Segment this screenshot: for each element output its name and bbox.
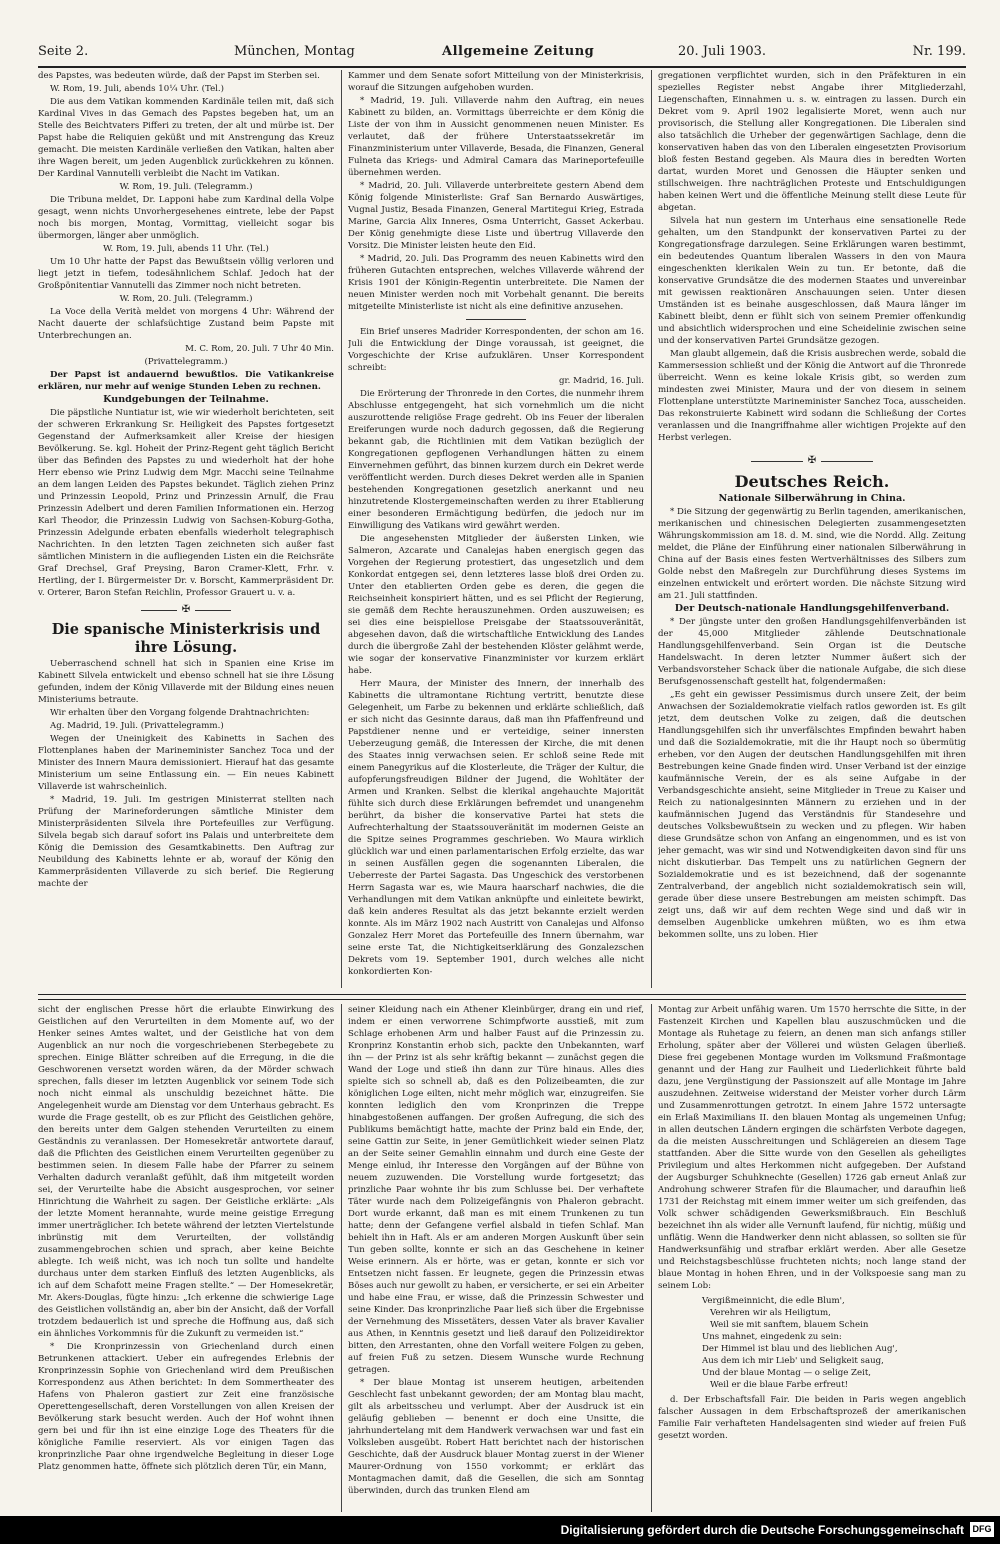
dateline: W. Rom, 19. Juli. (Telegramm.): [119, 182, 253, 192]
dateline: gr. Madrid, 16. Juli.: [559, 376, 644, 386]
page-header: [38, 36, 966, 68]
ornament-divider: ✠: [38, 605, 334, 615]
paragraph: * Madrid, 19. Juli. Villaverde nahm den Auftrag, ein neues Kabinett zu bilden, an. Vormittags überreichte er dem König die Liste der von ihm in Aussicht genommenen neuen Minister. Es verlautet, daß der frühere Unterstaatssekretär im Finanzministerium unter Villaverde, Besada, die Finanzen, General Fulneta das Kriegs- und Admiral Camara das Marineportefeuille übernehmen werden.: [348, 96, 644, 178]
poem: [702, 1295, 966, 1391]
subheading: Der Deutsch-nationale Handlungsgehilfenverband.: [674, 603, 950, 614]
paragraph: d. Der Erbschaftsfall Fair. Die beiden in Paris wegen angeblich falscher Aussagen in dem Erbschaftsprozeß der amerikanischen Familie Fair verhafteten Handelsagenten sind wieder auf freien Fuß gesetzt worden.: [658, 1395, 966, 1441]
paragraph: des Papstes, was bedeuten würde, daß der Papst im Sterben sei.: [38, 71, 320, 81]
funding-notice: Digitalisierung gefördert durch die Deutsche Forschungsgemeinschaft: [560, 1523, 964, 1537]
paragraph: * Die Sitzung der gegenwärtig zu Berlin tagenden, amerikanischen, merikanischen und chinesischen Delegierten zusammengesetzten Währungskommission am 18. d. M. sind, wie die Nordd. Allg. Zeitung meldet, die Pläne der Einführung einer nationalen Silberwährung in China auf der Basis eines festen Wertverhältnisses des Silbers zum Golde nebst den Maßregeln zur Durchführung dieses Systems im einzelnen entwickelt und erörtert worden. Die nächste Sitzung wird am 21. Juli stattfinden.: [658, 507, 966, 601]
paragraph: „Es geht ein gewisser Pessimismus durch unsere Zeit, der beim Anwachsen der Sozialdemokratie vielfach ratlos geworden ist. Es gilt jetzt, dem deutschen Volke zu zeigen, daß die deutschen Handlungsgehilfen sich ihr unverfälschtes Empfinden bewahrt haben und daß die Sozialdemokratie, mit die ihr Haupt noch so übermütig erheben, vor den Augen der deutschen Handlungsgehilfen mit ihren Bestrebungen keine Gnade finden wird. Unser Verband ist der einzige kaufmännische Verein, der es als seine Aufgabe in der Verbandsgeschichte ansieht, seine Mitglieder in Treue zu Kaiser und Reich zu nationalgesinnten Männern zu erziehen und in der kaufmännischen Jugend das Verständnis für Standesehre und deutsches Volksbewußtsein zu wecken und zu pflegen. Wir haben diese Grundsätze schon von Anfang an eingenommen, und es ist von jeher gemacht, was wir sind und Notwendigkeiten davon sind für uns nicht diskutierbar. Das Tempelt uns zu natürlichen Gegnern der Sozialdemokratie und es ist bezeichnend, daß der sogenannte Zentralverband, der angeblich nicht sozialdemokratisch sein will, gerade über diese unsere Bestrebungen am meisten schimpft. Das zeigt uns, daß wir auf dem rechten Wege sind und daß wir in demselben Augenblicke umkehren müßten, wo es ihm etwa bekommen sollte, uns zu loben. Hier: [658, 690, 966, 940]
paragraph: Montag zur Arbeit unfähig waren. Um 1570 herrschte die Sitte, in der Fastenzeit Kirchen und Kapellen blau auszuschmücken und die Montage als Ruhetage zu feiern, an denen man sich anfangs stiller Erholung, später aber der Völlerei und wüsten Gelagen überließ. Diese frei gegebenen Montage wurden im Volksmund Fraßmontage genannt und der Hang zur Faulheit und Liederlichkeit führte bald dazu, jene Vergünstigung der Passionszeit auf alle Montage im Jahre auszudehnen. Zeitweise widerstand der Meister vorher durch Lärm und Zusammenrottungen getrotzt. In einem Jahre 1572 untersagte ein Erlaß Maximilians II. den blauen Montag als ungemeinen Unfug; in allen deutschen Ländern ergingen die schärfsten Verbote dagegen, da die meisten Ausschreitungen und Schlägereien an diesem Tage stattfanden. Aber die Sitte wurde von den Gesellen als geheiligtes Privilegium und altes Herkommen nicht aufgegeben. Der Aufstand der Augsburger Schuhknechte (Gesellen) 1726 gab erneut Anlaß zur Androhung schwerer Strafen für die Blaumacher, und daraufhin ließ 1731 der Reichstag mit einem immer weiter um sich greifenden, das Volk schwer schädigenden Gewerksmißbrauch. Ein Beschluß bezeichnet ihn als wider alle Vernunft laufend, für nichtig, müßig und unflätig. Wenn die Handwerker denn nicht ablassen, so sollten sie für Handwerksunfähig und strafbar erklärt werden. Aber alle Gesetze und Reichstagsbeschlüsse fruchteten nichts; noch lange stand der blaue Montag in hohen Ehren, und in der Volkspoesie sang man zu seinem Lob:: [658, 1005, 966, 1291]
column-rule: [341, 1004, 342, 1512]
subheading: Nationale Silberwährung in China.: [718, 493, 906, 504]
paragraph: Um 10 Uhr hatte der Papst das Bewußtsein völlig verloren und liegt jetzt in tiefem, todesähnlichem Schlaf. Jedoch hat der Großpönitentiar Vannutelli das Zimmer noch nicht betreten.: [38, 257, 334, 291]
page-number: Seite 2.: [38, 44, 89, 59]
digitization-footer: [0, 1516, 1000, 1544]
paragraph: Ueberraschend schnell hat sich in Spanien eine Krise im Kabinett Silvela entwickelt und ebenso schnell hat sie ihre Lösung gefunden, indem der König Villaverde mit der Bildung eines neuen Ministeriums betraute.: [38, 659, 334, 705]
poem-line: Weil sie mit sanftem, blauem Schein: [710, 1320, 869, 1330]
feuilleton-divider: [38, 994, 966, 1000]
poem-line: Aus dem ich mir Lieb' und Seligkeit saug,: [702, 1356, 884, 1366]
column-3: [658, 70, 966, 988]
paragraph: seiner Kleidung nach ein Athener Kleinbürger, drang ein und rief, indem er einen verworrene Schimpfworte ausstieß, mit zum Schlage erhobenen Arm und halber Faust auf die Prinzessin zu. Kronprinz Konstantin erhob sich, packte den Unbekannten, warf ihn — der Prinz ist als sehr kräftig bekannt — zunächst gegen die Wand der Loge und stieß ihn dann zur Türe hinaus. Alles dies spielte sich so schnell ab, daß es den Polizeibeamten, die zur königlichen Loge eilten, nicht mehr möglich war, einzugreifen. Sie konnten lediglich den vom Kronprinzen die Treppe hinabgestoßenen auffangen. Der großen Aufregung, die sich des Publikums bemächtigt hatte, machte der Prinz bald ein Ende, der, seine Gattin zur Seite, in jener Gemütlichkeit wieder seinen Platz an der Seite seiner Gemahlin einnahm und durch eine Geste der Menge einlud, ihr Interesse den Vorgängen auf der Bühne von neuem zuzuwenden. Die Vorstellung wurde fortgesetzt; das prinzliche Paar wohnte ihr bis zum Schlusse bei. Der verhaftete Täter wurde nach dem Polizeigefängnis von Phaleron gebracht. Dort wurde erkannt, daß man es mit einem Trunkenen zu tun hatte; denn der Gefangene verfiel alsbald in tiefen Schlaf. Man behielt ihn in Haft. Als er am anderen Morgen Auskunft über sein Tun geben sollte, konnte er sich an das Geschehene in keiner Weise erinnern. Als er hörte, was er getan, konnte er sich vor Entsetzen nicht fassen. Er leugnete, gegen die Prinzessin etwas Böses auch nur gewollt zu haben, er versicherte, er sei ein Arbeiter und habe eine Frau, er wisse, daß die Prinzessin Schwester und seine Kinder. Das kronprinzliche Paar ließ sich über die Ergebnisse der Vernehmung des Missetäters, dessen Vater als braver Kavalier aus Athen, in Kenntnis gesetzt und ließ darauf den Polizeidirektor bitten, den Arrestanten, ohne den Vorfall weitere Folgen zu geben, auf freien Fuß zu setzen. Diesem Wunsche wurde Rechnung getragen.: [348, 1005, 644, 1375]
paragraph: * Der jüngste unter den großen Handlungsgehilfenverbänden ist der 45,000 Mitglieder zählende Deutschnationale Handlungsgehilfenverband. Sein Organ ist die Deutsche Handelswacht. In deren letzter Nummer äußert sich der Verbandsvorsteher Schack über die nationale Aufgabe, die sich diese Berufsgenossenschaft gestellt hat, folgendermaßen:: [658, 617, 966, 687]
poem-line: Weil er die blaue Farbe erfreut!: [710, 1380, 849, 1390]
paragraph: Die Tribuna meldet, Dr. Lapponi habe zum Kardinal della Volpe gesagt, wenn nichts Unvorhergesehenes eintrete, lebe der Papst noch bis morgen, Montag, Vormittag, vielleicht sogar bis übermorgen, länger aber unmöglich.: [38, 195, 334, 241]
poem-line: Uns mahnet, eingedenk zu sein:: [702, 1332, 842, 1342]
poem-line: Verehren wir als Heiligtum,: [710, 1308, 831, 1318]
paragraph: Die angesehensten Mitglieder der äußersten Linken, wie Salmeron, Azcarate und Canalejas haben energisch gegen das Vorgehen der Regierung protestiert, das ungesetzlich und dem Konkordat entgegen sei, denn letzteres lasse bloß drei Orden zu. Unter den etablierten Orden gebe es deren, die gegen die Reichseinheit konspiriert hätten, und es sei Pflicht der Regierung, sie gemäß dem Rechte herauszunehmen. Orden auszuweisen; es sei dies eine beispiellose Preisgabe der Staatssouveränität, abgesehen davon, daß die wirtschaftliche Entwicklung des Landes durch die übergroße Zahl der bestehenden Klöster gelähmt werde, wie sogar der konservative Finanzminister vor kurzem erklärt habe.: [348, 534, 644, 676]
paragraph: La Voce della Verità meldet von morgens 4 Uhr: Während der Nacht dauerte der schlafsüchtige Zustand beim Papste mit Unterbrechungen an.: [38, 307, 334, 341]
short-rule: [466, 319, 526, 320]
column-rule: [651, 70, 652, 988]
poem-line: Und der blaue Montag — o selige Zeit,: [702, 1368, 872, 1378]
paragraph: Ein Brief unseres Madrider Korrespondenten, der schon am 16. Juli die Entwicklung der Dinge voraussah, ist geeignet, die Vorgeschichte der Krise aufzuklären. Unser Korrespondent schreibt:: [348, 327, 644, 373]
dateline: W. Rom, 19. Juli, abends 10¼ Uhr. (Tel.): [50, 84, 225, 94]
dateline: M. C. Rom, 20. Juli. 7 Uhr 40 Min.: [185, 344, 334, 354]
paragraph: Wegen der Uneinigkeit des Kabinetts in Sachen des Flottenplanes haben der Marineminister Sanchez Toca und der Minister des Innern Maura demissioniert. Hierauf hat das gesamte Ministerium um seine Entlassung ein. — Ein neues Kabinett Villaverde ist wahrscheinlich.: [38, 734, 334, 792]
paragraph: gregationen verpflichtet wurden, sich in den Präfekturen in ein spezielles Register nebst Angabe ihrer Mitgliederzahl, Liegenschaften, Einnahmen u. s. w. eintragen zu lassen. Durch ein Dekret vom 9. April 1902 legalisierte Moret, wenn auch nur provisorisch, die Stellung aller Kongregationen. Die Liberalen sind also tatsächlich die Urheber der gegenwärtigen Sachlage, denn die konservativen haben das von den Liberalen eingesetzten Provisorium bloß festen Bestand gegeben. Als Maura dies in beredten Worten dartat, wurden Moret und Genossen die Häupter senken und stillschweigen. Ihre nachträglichen Proteste und Entschuldigungen haben keinen Wert und die öffentliche Meinung stellt diese Leute für abgetan.: [658, 71, 966, 213]
column-6: [658, 1004, 966, 1512]
column-4: [38, 1004, 334, 1512]
dateline: W. Rom, 20. Juli. (Telegramm.): [119, 294, 253, 304]
paragraph: Die päpstliche Nuntiatur ist, wie wir wiederholt berichteten, seit der schweren Erkrankung Sr. Heiligkeit des Papstes fortgesetzt Gegenstand der Aufmerksamkeit aller Kreise der hiesigen Bevölkerung. Se. kgl. Hoheit der Prinz-Regent geht täglich Bericht über das Befinden des Papstes zu und wiederholt hat der hohe Herr ebenso wie Prinz Ludwig dem Mgr. Macchi seine Teilnahme an dem langen Leiden des Papstes bekundet. Täglich ziehen Prinz und Prinzessin Leopold, Prinz und Prinzessin Arnulf, die Frau Prinzessin Adelbert und deren Familien Informationen ein. Herzog Karl Theodor, die Prinzessin Ludwig von Sachsen-Koburg-Gotha, Prinzessin Adelgunde erbaten ebenfalls wiederholt telegraphisch Nachrichten. In den letzten Tagen zeichneten sich außer fast sämtlichen Ministern in die aufliegenden Listen ein die Reichsräte Graf Drechsel, Graf Preysing, Baron Cramer-Klett, Frhr. v. Hertling, der I. Bürgermeister Dr. v. Borscht, Kammerpräsident Dr. v. Orterer, Baron Stefan Reichlin, Professor Grauert u. v. a.: [38, 408, 334, 598]
column-2: [348, 70, 644, 988]
paragraph: Herr Maura, der Minister des Innern, der innerhalb des Kabinetts die ultramontane Richtung vertritt, benutzte diese Gelegenheit, um Farbe zu bekennen und erklärte schließlich, daß er sich nicht das Gesinnte daraus, daß man ihn Pfaffenfreund und Papstdiener nenne und er verteidige, seiner innersten Ueberzeugung gemäß, die Interessen der Kirche, die mit denen des Staates innig verwachsen seien. Er schloß seine Rede mit einem Panegyrikus auf die Klosterleute, die Träger der Kultur, die aufopferungsfreudigen Bildner der Jugend, die Wohltäter der Armen und Kranken. Selbst die klerikal angehauchte Majorität fühlte sich durch diese Erklärungen befremdet und unangenehm berührt, da bisher die konservative Partei hat stets die Aufrechterhaltung der Staatssouveränität im modernen Geiste an die Spitze seines Programmes geschrieben. Wo Maura wirklich glücklich war und einen parlamentarischen Erfolg erzielte, das war in seinen Ausfällen gegen die sogenannten Liberalen, die Ueberreste der Partei Sagasta. Das Ungeschick des verstorbenen Herrn Sagasta war es, wie Maura haarscharf nachwies, die die Verhandlungen mit dem Vatikan anknüpfte und einleitete bewirkt, daß kein anderes Resultat als das jetzt bekannte erzielt werden konnte. Als im März 1902 nach Austritt von Canalejas und Alfonso Gonzalez Herr Moret das Portefeuille des Innern übernahm, war seine erste Tat, die Nichtigkeitserklärung des Gonzalezschen Dekrets vom 19. September 1901, durch welches alle nicht konkordierten Kon-: [348, 679, 644, 977]
paragraph: Die aus dem Vatikan kommenden Kardinäle teilen mit, daß sich Kardinal Vives in das Gemach des Papstes begeben hat, um an Stelle des Beichtvaters Pifferi zu treten, der alt und mürbe ist. Der Papst habe die Reliquien geküßt und mit Anstrengung das Kreuz gemacht. Die meisten Kardinäle verließen den Vatikan, halten aber ihre Wagen bereit, um jeden Augenblick zurückkehren zu können. Der Kardinal Vannutelli verbleibt die Nacht im Vatikan.: [38, 97, 334, 179]
dateline: Ag. Madrid, 19. Juli. (Privattelegramm.): [50, 721, 224, 731]
article-headline: Die spanische Ministerkrisis und ihre Lösung.: [51, 621, 321, 656]
dateline: (Privattelegramm.): [144, 357, 228, 367]
paragraph: * Die Kronprinzessin von Griechenland durch einen Betrunkenen attackiert. Ueber ein aufregendes Erlebnis der Kronprinzessin Sophie von Griechenland wird dem Preußischen Korrespondenz aus Athen berichtet: In dem Sommertheater des Hafens von Phaleron gastiert zur Zeit eine französische Operettengesellschaft, deren Vorstellungen von allen Kreisen der Bevölkerung stark besucht werden. Auch der Hof wohnt ihnen gern bei und für ihn ist eine einzige Loge des Theaters für die königliche Familie reserviert. Als vor einigen Tagen das kronprinzliche Paar ohne irgendwelche Begleitung in dieser Loge Platz genommen hatte, öffnete sich plötzlich deren Tür, ein Mann,: [38, 1342, 334, 1472]
paragraph: * Der blaue Montag ist unserem heutigen, arbeitenden Geschlecht fast unbekannt geworden; der am Montag blau macht, gilt als arbeitsscheu und verlumpt. Aber der Ausdruck ist ein geläufig geblieben — benennt er doch eine Unsitte, die jahrhundertelang mit dem Handwerk verwachsen war und fast ein Volksleben ausgeübt. Robert Hatt berichtet nach der historischen Geschichte, daß der Ausdruck blauer Montag zuerst in der Wiener Maurer-Ordnung von 1550 vorkommt; er erklärt das Montagmachen damit, daß die Gesellen, die sich am Sonntag überwinden, durch das trunken Elend am: [348, 1378, 644, 1496]
column-rule: [651, 1004, 652, 1512]
section-heading: Deutsches Reich.: [734, 472, 890, 491]
subheading: Kundgebungen der Teilnahme.: [103, 394, 269, 405]
paragraph: Man glaubt allgemein, daß die Krisis ausbrechen werde, sobald die Kammersession schließt und der König die Antwort auf die Thronrede überreicht. Wenn es keine lokale Krisis gibt, so werden zum mindesten zwei Minister, Maura und der von diesem in seinem Flottenplane unterstützte Marineminister Sanchez Toca, ausscheiden. Das rekonstruierte Kabinett wird sodann die Schließung der Cortes veranlassen und die Inangriffnahme aller wichtigen Projekte auf den Herbst verlegen.: [658, 349, 966, 443]
dfg-logo: DFG: [970, 1522, 994, 1537]
issue-date: 20. Juli 1903.: [678, 44, 767, 59]
newspaper-title: Allgemeine Zeitung: [442, 44, 595, 59]
column-1: [38, 70, 334, 988]
paragraph: * Madrid, 20. Juli. Das Programm des neuen Kabinetts wird den früheren Gutachten entsprechen, welches Villaverde während der Krisis 1901 der Königin-Regentin unterbreitete. Die Namen der neuen Minister werden noch mit Vorbehalt genannt. Die bereits mitgeteilte Ministerliste ist nicht als eine definitive anzusehen.: [348, 254, 644, 312]
ornament-divider: ✠: [658, 456, 966, 466]
newspaper-page: [38, 36, 966, 1516]
paragraph: Wir erhalten über den Vorgang folgende Drahtnachrichten:: [50, 708, 310, 718]
dateline-place: München, Montag: [234, 44, 355, 59]
column-rule: [341, 70, 342, 988]
poem-line: Der Himmel ist blau und des lieblichen Aug',: [702, 1344, 898, 1354]
poem-line: Vergißmeinnicht, die edle Blum',: [702, 1296, 845, 1306]
paragraph: Der Papst ist andauernd bewußtlos. Die Vatikankreise erklären, nur mehr auf wenige Stunden Leben zu rechnen.: [38, 370, 334, 392]
paragraph: sicht der englischen Presse hört die erlaubte Einwirkung des Geistlichen auf den Verurteilten in dem Momente auf, wo der Henker seines Amtes waltet, und der Geistliche hat von dem Augenblick an nur noch die vorgeschriebenen Sterbegebete zu sprechen. Einige Blätter schreiben auf die Erregung, in die die Geschworenen versetzt worden wären, da der Mörder schwach sprechen, falls dieser im letzten Augenblick vor seinem Tode sich noch nicht einmal als unschuldig bezeichnet hätte. Die Angelegenheit wurde am Dienstag vor dem Unterhaus gebracht. Es wurde die Frage gestellt, ob es zur Pflicht des Geistlichen gehöre, den bereits unter dem Galgen stehenden Verurteilten zu einem Geständnis zu veranlassen. Der Homesekretär antwortete darauf, daß die Pflichten des Geistlichen einem Verurteilten gegenüber zu bestimmen seien. In diesem Falle habe der Pfarrer zu seinem Verhalten dadurch veranlaßt gefühlt, daß ihm mitgeteilt worden sei, der Verurteilte habe die Absicht ausgesprochen, vor seiner Hinrichtung die Wahrheit zu sagen. Der Geistliche erklärte: „Als der letzte Moment herannahte, wurde meine geistige Erregung immer unerträglicher. Ich betete während der letzten Viertelstunde inbrünstig mit dem Verurteilten, der vollständig zusammengebrochen schien und sprach, aber keine Beichte ablegte. Ich weiß nicht, was ich noch tun sollte und handelte durchaus unter dem starken Einfluß des letzten Augenblicks, als ich auf dem Schafott meine Fragen stellte.“ — Der Homesekretär, Mr. Akers-Douglas, fügte hinzu: „Ich erkenne die schwierige Lage des Geistlichen vollständig an, aber bin der Ansicht, daß der Vorfall trotzdem bedauerlich ist und spreche die Hoffnung aus, daß sich ein ähnliches Vorkommnis für die Zukunft zu vermeiden ist.“: [38, 1005, 334, 1339]
paragraph: Die Erörterung der Thronrede in den Cortes, die nunmehr ihrem Abschlusse entgegengeht, hat sich vornehmlich um die nicht auszurottende religiöse Frage gedreht. Ob ins Feuer der liberalen Ereiferungen wurde noch dadurch gegossen, daß die Regierung bekannt gab, die Richtlinien mit dem Vatikan bezüglich der Kongregationen gepflogenen Verhandlungen hätten zu einem Einvernehmen geführt, das binnen kurzem durch ein Dekret werde veröffentlicht werden. Durch dieses Dekret werden alle in Spanien bestehenden Kongregationen gesetzlich anerkannt und neu hinzutretende Klostergemeinschaften werden zu ihrer Etablierung einer besonderen Ermächtigung bedürfen, die jedoch nur im Einwilligung des Vatikans wird gewährt werden.: [348, 389, 644, 531]
paragraph: * Madrid, 20. Juli. Villaverde unterbreitete gestern Abend dem König folgende Ministerliste: Graf San Bernardo Auswärtiges, Vugnal Justiz, Besada Finanzen, General Martitegui Krieg, Estrada Marine, Garcia Alix Inneres, Osma Unterricht, Gasset Ackerbau. Der König genehmigte diese Liste und übertrug Villaverde den Vorsitz. Die Minister leisten heute den Eid.: [348, 181, 644, 251]
column-5: [348, 1004, 644, 1512]
paragraph: Silvela hat nun gestern im Unterhaus eine sensationelle Rede gehalten, um den Standpunkt der konservativen Partei zu der Kongregationsfrage darzulegen. Seine Erklärungen waren bestimmt, ein bedeutendes Quantum liberalen Wassers in den von Maura eingeschenkten klerikalen Wein zu tun. Er betonte, daß die konservative Grundsätze die des modernen Staates und unvereinbar mit gewissen reaktionären Anschauungen seien. Unter diesen Umständen ist es beinahe ausgeschlossen, daß Maura länger im Kabinett bleibt, denn er fühlt sich von seinem Premier offenkundig und absichtlich widersprochen und eine Scheidelinie zwischen seine und der konservativen Partei Grundsätze gezogen.: [658, 216, 966, 346]
paragraph: * Madrid, 19. Juli. Im gestrigen Ministerrat stellten nach Prüfung der Marineforderungen sämtliche Minister dem Ministerpräsidenten Silvela ihre Portefeuilles zur Verfügung. Silvela begab sich darauf sofort ins Palais und unterbreitete dem König die Demission des Gesamtkabinetts. Den Auftrag zur Neubildung des Kabinetts lehnte er ab, worauf der König den Kammerpräsidenten Villaverde zu sich berief. Die Regierung machte der: [38, 795, 334, 889]
dateline: W. Rom, 19. Juli, abends 11 Uhr. (Tel.): [103, 244, 269, 254]
issue-number: Nr. 199.: [912, 44, 966, 59]
paragraph: Kammer und dem Senate sofort Mitteilung von der Ministerkrisis, worauf die Sitzungen aufgehoben wurden.: [348, 71, 644, 93]
